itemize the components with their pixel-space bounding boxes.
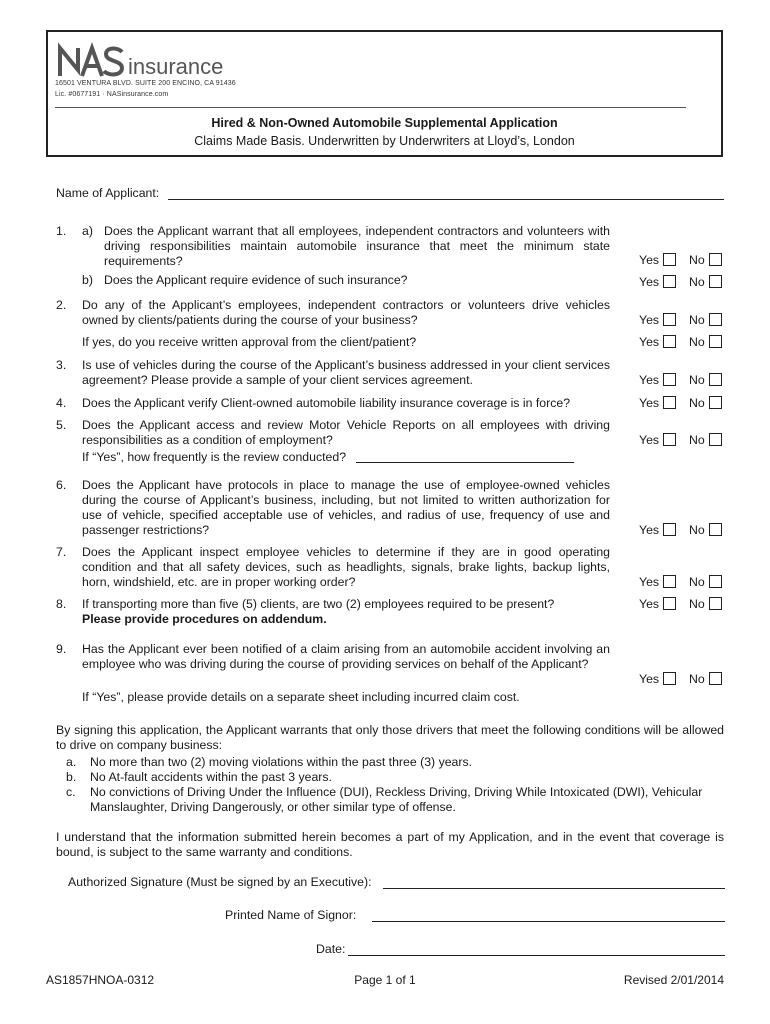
q1a-yes-checkbox[interactable] [663,253,676,266]
no-label: No [689,396,705,410]
condition-b-text: No At-fault accidents within the past 3 years. [90,770,332,784]
q3-number: 3. [56,358,67,372]
q9-followup: If “Yes”, please provide details on a separate sheet including incurred claim cost. [82,690,520,704]
q7-no-checkbox[interactable] [709,575,722,588]
date-field[interactable] [348,955,725,956]
condition-a-marker: a. [66,755,77,769]
yes-label: Yes [639,396,660,410]
q8-yes-no [638,596,728,612]
svg-text:insurance: insurance [128,54,224,79]
understanding-statement: I understand that the information submitted herein becomes a part of my Application, and in the event that coverage is bound, is subject to the same warranty and conditions. [56,830,724,859]
date-label: Date: [316,942,346,956]
q2-no-checkbox[interactable] [709,313,722,326]
revision-date: Revised 2/01/2014 [623,973,724,987]
yes-label: Yes [639,523,660,537]
no-label: No [689,597,705,611]
q7-number: 7. [56,545,67,559]
q4-text: Does the Applicant verify Client-owned automobile liability insurance coverage is in force? [82,396,571,410]
q6-yes-no [638,522,728,538]
q1b-marker: b) [82,273,93,287]
no-label: No [689,523,705,537]
no-label: No [689,672,705,686]
q4-no-checkbox[interactable] [709,396,722,409]
q2-followup-yes-no [638,334,728,350]
q3-no-checkbox[interactable] [709,373,722,386]
no-label: No [689,253,705,267]
q9-text: Has the Applicant ever been notified of a claim arising from an automobile accident involving an employee who was driving during the course of providing services on behalf of the Applicant? [82,642,610,671]
header-box [46,30,723,157]
q5-yes-checkbox[interactable] [663,433,676,446]
q8-no-checkbox[interactable] [709,597,722,610]
license-line: Lic. #0677191 · NASinsurance.com [55,91,169,98]
form-code: AS1857HNOA-0312 [46,973,155,987]
q6-number: 6. [56,478,67,492]
q9-no-checkbox[interactable] [709,672,722,685]
q2-yes-no [638,312,728,328]
form-title: Hired & Non-Owned Automobile Supplemental Application [211,116,558,130]
q1a-yes-no [638,252,728,268]
q5-number: 5. [56,418,67,432]
no-label: No [689,433,705,447]
condition-a-text: No more than two (2) moving violations within the past three (3) years. [90,755,473,769]
q7-text: Does the Applicant inspect employee vehicles to determine if they are in good operating condition and that all safety devices, such as headlights, signals, brake lights, backup lights, horn, windshield, etc. are in proper working order? [82,545,610,589]
yes-label: Yes [639,275,660,289]
yes-label: Yes [639,335,660,349]
address-line: 16501 VENTURA BLVD. SUITE 200 ENCINO, CA 91436 [55,80,236,87]
q8-yes-checkbox[interactable] [663,597,676,610]
applicant-name-field[interactable] [168,199,724,200]
q3-yes-no [638,372,728,388]
q8-text: If transporting more than five (5) clients, are two (2) employees required to be present? [82,597,555,611]
header-divider [55,107,686,108]
q5-frequency-field[interactable] [356,462,574,463]
q9-yes-no [638,671,728,687]
condition-c-text: No convictions of Driving Under the Influence (DUI), Reckless Driving, Driving While Intoxicated (DWI), Vehicular Manslaughter, Driving Dangerously, or other similar type of offense. [90,785,703,814]
q9-number: 9. [56,642,67,656]
q7-yes-no [638,574,728,590]
q8-number: 8. [56,597,67,611]
q2-followup-yes-checkbox[interactable] [663,335,676,348]
q5-text: Does the Applicant access and review Motor Vehicle Reports on all employees with driving responsibilities as a condition of employment? [82,418,610,447]
q6-no-checkbox[interactable] [709,523,722,536]
q5-no-checkbox[interactable] [709,433,722,446]
condition-b-marker: b. [66,770,77,784]
q1a-marker: a) [82,224,93,238]
q5-yes-no [638,432,728,448]
no-label: No [689,313,705,327]
yes-label: Yes [639,433,660,447]
no-label: No [689,575,705,589]
page-number: Page 1 of 1 [354,973,416,987]
yes-label: Yes [639,313,660,327]
yes-label: Yes [639,373,660,387]
q1b-no-checkbox[interactable] [709,275,722,288]
q1a-text: Does the Applicant warrant that all employees, independent contractors and volunteers with driving responsibilities maintain automobile insurance that meet the minimum state requirements? [104,224,610,268]
q2-text: Do any of the Applicant’s employees, independent contractors or volunteers drive vehicles owned by clients/patients during the course of your business? [82,298,610,327]
condition-c-marker: c. [66,785,76,799]
yes-label: Yes [639,575,660,589]
authorized-signature-label: Authorized Signature (Must be signed by an Executive): [68,875,372,889]
q5-followup: If “Yes”, how frequently is the review conducted? [82,450,347,464]
printed-name-label: Printed Name of Signor: [225,908,357,922]
yes-label: Yes [639,253,660,267]
q8-bold-note: Please provide procedures on addendum. [82,612,327,626]
q6-yes-checkbox[interactable] [663,523,676,536]
q7-yes-checkbox[interactable] [663,575,676,588]
q1b-yes-no [638,274,728,290]
q4-yes-no [638,395,728,411]
q1-number: 1. [56,224,67,238]
yes-label: Yes [639,597,660,611]
q4-number: 4. [56,396,67,410]
form-subtitle: Claims Made Basis. Underwritten by Underwriters at Lloyd’s, London [194,134,575,148]
q2-number: 2. [56,298,67,312]
no-label: No [689,275,705,289]
q1b-text: Does the Applicant require evidence of such insurance? [104,273,408,287]
q1b-yes-checkbox[interactable] [663,275,676,288]
printed-name-field[interactable] [372,921,725,922]
q3-yes-checkbox[interactable] [663,373,676,386]
q1a-no-checkbox[interactable] [709,253,722,266]
q2-yes-checkbox[interactable] [663,313,676,326]
no-label: No [689,335,705,349]
applicant-label: Name of Applicant: [56,186,160,200]
yes-label: Yes [639,672,660,686]
q2-followup: If yes, do you receive written approval from the client/patient? [82,335,417,349]
authorized-signature-field[interactable] [383,888,725,889]
warranty-intro: By signing this application, the Applicant warrants that only those drivers that meet the following conditions will be allowed to drive on company business: [56,723,724,752]
q4-yes-checkbox[interactable] [663,396,676,409]
q2-followup-no-checkbox[interactable] [709,335,722,348]
q6-text: Does the Applicant have protocols in place to manage the use of employee-owned vehicles during the course of Applicant’s business, including, but not limited to written authorization for use of vehicle, specified acceptable use of vehicles, and radius of use, frequency of use and passenger restrictions? [82,478,610,537]
q9-yes-checkbox[interactable] [663,672,676,685]
q3-text: Is use of vehicles during the course of the Applicant’s business addressed in your client services agreement? Please provide a sample of your client services agreement. [82,358,610,387]
no-label: No [689,373,705,387]
